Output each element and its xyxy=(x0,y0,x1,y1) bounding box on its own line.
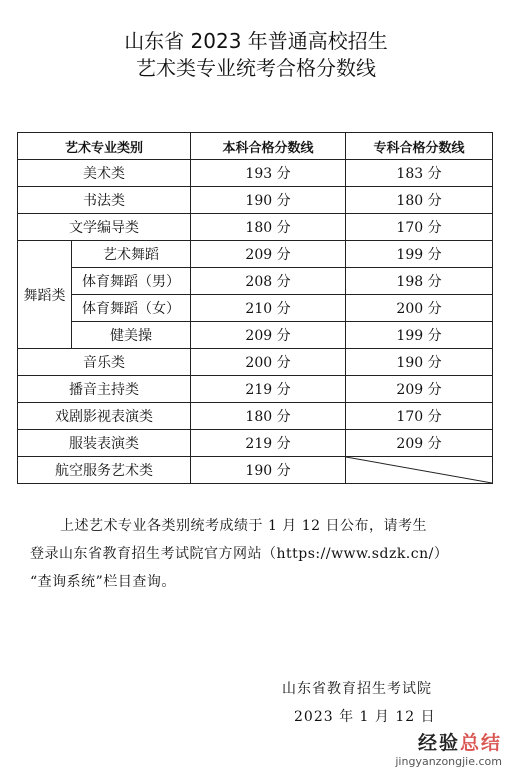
category-cell: 体育舞蹈（男） xyxy=(72,268,191,295)
bachelor-score: 193 分 xyxy=(191,160,346,187)
category-cell: 文学编导类 xyxy=(18,214,191,241)
bachelor-score: 219 分 xyxy=(191,430,346,457)
junior-score: 209 分 xyxy=(346,430,493,457)
junior-score: 209 分 xyxy=(346,376,493,403)
bachelor-score: 209 分 xyxy=(191,241,346,268)
junior-score: 170 分 xyxy=(346,403,493,430)
header-category: 艺术专业类别 xyxy=(18,133,191,160)
watermark-url: jingyanzongjie.com xyxy=(395,755,502,768)
junior-score: 198 分 xyxy=(346,268,493,295)
watermark-title-a: 经验 xyxy=(417,732,460,754)
table-row xyxy=(18,241,493,268)
category-cell: 体育舞蹈（女） xyxy=(72,295,191,322)
bachelor-score: 210 分 xyxy=(191,295,346,322)
table-row xyxy=(18,322,493,349)
dance-group-cell: 舞蹈类 xyxy=(18,241,72,349)
table-row xyxy=(18,457,493,484)
bachelor-score: 208 分 xyxy=(191,268,346,295)
table-header-row xyxy=(18,133,493,160)
notice-line-1: 上述艺术专业各类别统考成绩于 1 月 12 日公布，请考生 xyxy=(60,518,428,534)
document-title-line2: 艺术类专业统考合格分数线 xyxy=(136,56,376,80)
table-row xyxy=(18,268,493,295)
issuer-name: 山东省教育招生考试院 xyxy=(282,681,432,697)
bachelor-score: 200 分 xyxy=(191,349,346,376)
category-cell: 航空服务艺术类 xyxy=(18,457,191,484)
junior-score: 199 分 xyxy=(346,241,493,268)
document-title-line1: 山东省 2023 年普通高校招生 xyxy=(124,29,388,53)
bachelor-score: 209 分 xyxy=(191,322,346,349)
category-cell: 美术类 xyxy=(18,160,191,187)
table-row xyxy=(18,214,493,241)
junior-score: 180 分 xyxy=(346,187,493,214)
notice-line-2: 登录山东省教育招生考试院官方网站（https://www.sdzk.cn/） xyxy=(30,546,449,562)
junior-score: 199 分 xyxy=(346,322,493,349)
table-row xyxy=(18,187,493,214)
header-junior: 专科合格分数线 xyxy=(346,133,493,160)
bachelor-score: 190 分 xyxy=(191,187,346,214)
issue-date: 2023 年 1 月 12 日 xyxy=(294,709,436,725)
table-row xyxy=(18,160,493,187)
category-cell: 艺术舞蹈 xyxy=(72,241,191,268)
category-cell: 健美操 xyxy=(72,322,191,349)
junior-score: 190 分 xyxy=(346,349,493,376)
junior-score: 200 分 xyxy=(346,295,493,322)
table-row xyxy=(18,376,493,403)
category-cell: 书法类 xyxy=(18,187,191,214)
header-bachelor: 本科合格分数线 xyxy=(191,133,346,160)
watermark-title-b: 总结 xyxy=(459,732,502,754)
table-row xyxy=(18,349,493,376)
empty-diagonal-cell xyxy=(346,457,493,484)
diagonal-line xyxy=(346,457,492,483)
table-row xyxy=(18,295,493,322)
category-cell: 音乐类 xyxy=(18,349,191,376)
junior-score: 170 分 xyxy=(346,214,493,241)
score-table xyxy=(17,132,493,484)
watermark xyxy=(395,728,502,768)
bachelor-score: 180 分 xyxy=(191,214,346,241)
bachelor-score: 180 分 xyxy=(191,403,346,430)
watermark-title xyxy=(395,728,502,755)
junior-score: 183 分 xyxy=(346,160,493,187)
table-row xyxy=(18,430,493,457)
category-cell: 播音主持类 xyxy=(18,376,191,403)
bachelor-score: 219 分 xyxy=(191,376,346,403)
table-row xyxy=(18,403,493,430)
bachelor-score: 190 分 xyxy=(191,457,346,484)
category-cell: 戏剧影视表演类 xyxy=(18,403,191,430)
notice-line-3: “查询系统”栏目查询。 xyxy=(30,574,176,590)
category-cell: 服装表演类 xyxy=(18,430,191,457)
